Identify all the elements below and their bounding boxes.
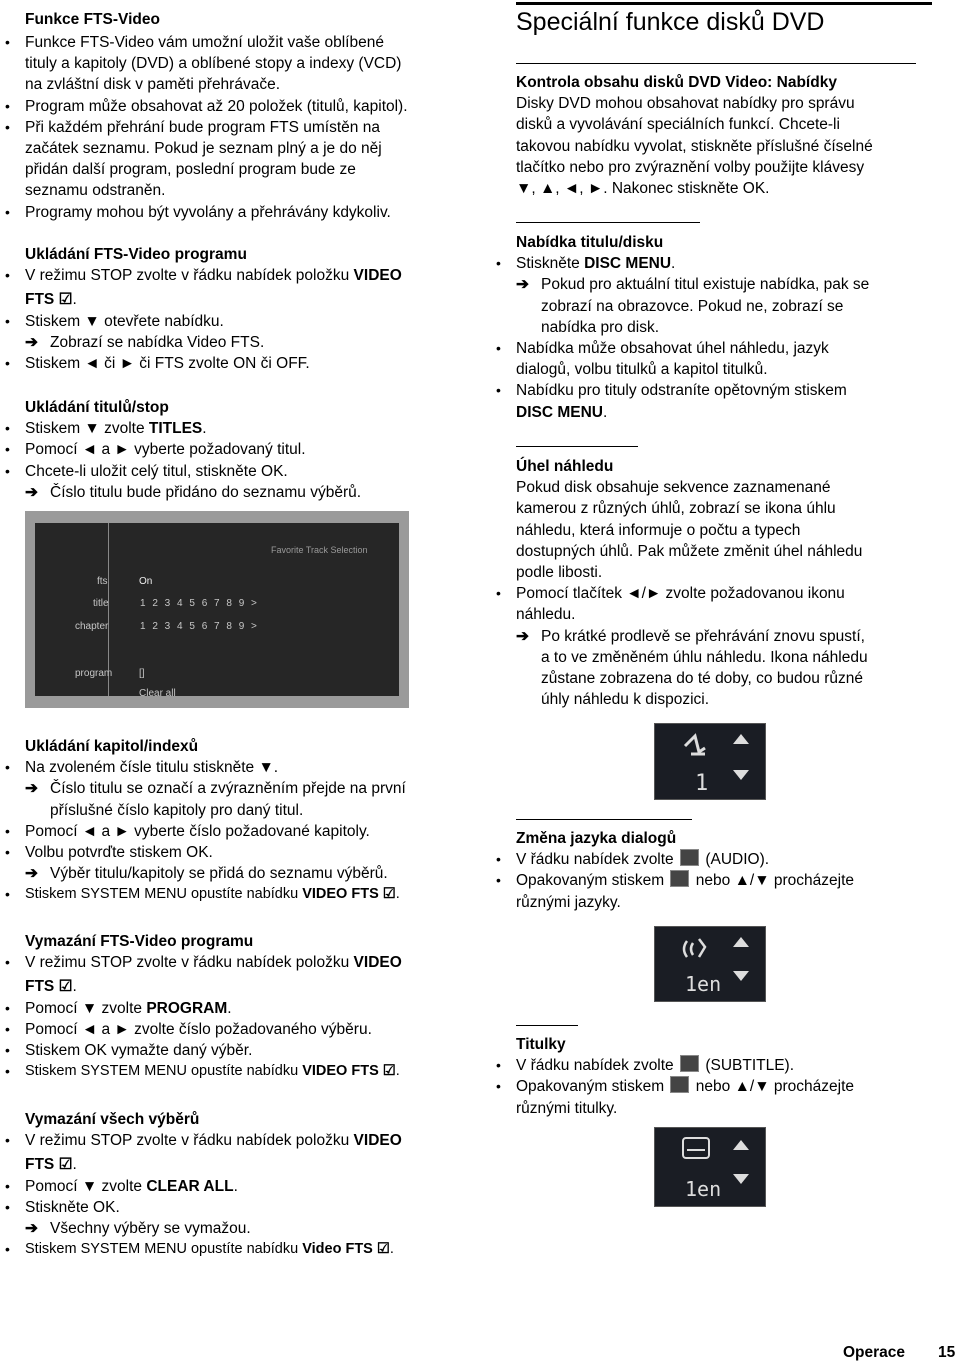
text: Opakovaným stiskem (516, 872, 665, 890)
result-item-cont: úhly náhledu k dispozici. (541, 691, 710, 709)
text: . (227, 999, 232, 1017)
list-item: • Na zvoleném čísle titulu stiskněte ▼. (25, 757, 406, 778)
audio-value: 1en (685, 972, 722, 996)
list-item: začátek seznamu. Pokud je seznam plný a je do něj (25, 140, 382, 158)
list-item: • Pomocí ◄ a ► zvolte číslo požadovaného výběru. (25, 1019, 402, 1040)
chapter-label: chapter (75, 621, 109, 632)
list-item (25, 265, 402, 286)
list-item (516, 402, 869, 423)
result-item-cont: nabídka pro disk. (541, 318, 660, 336)
list-item: • Stiskem ▼ otevřete nabídku. (25, 311, 402, 332)
section-heading: Titulky (516, 1036, 566, 1053)
list-item: • Program může obsahovat až 20 položek (titulů, kapitol). (25, 96, 408, 117)
list-item: • Chcete-li uložit celý titul, stiskněte OK. (25, 461, 361, 482)
list-item (516, 1076, 854, 1097)
list-item: • Volbu potvrďte stiskem OK. (25, 842, 406, 863)
text: . (671, 255, 676, 273)
list-item (516, 1055, 854, 1076)
result-item (25, 1218, 402, 1239)
subtitle-value: 1en (685, 1177, 722, 1201)
text: Výběr titulu/kapitoly se přidá do seznamu výběrů. (50, 865, 388, 883)
arrow-right-icon: ➔ (25, 780, 38, 798)
text: Číslo titulu se označí a zvýrazněním přejde na první (50, 780, 406, 798)
list-item (25, 1176, 402, 1197)
list-item: seznamu odstraněn. (25, 182, 166, 200)
clear-all-item: Clear all (139, 688, 176, 699)
text: Pomocí ▼ zvolte (25, 999, 147, 1017)
text: FTS ☑ (25, 291, 73, 309)
text: . (72, 291, 77, 309)
section-heading: Úhel náhledu (516, 458, 614, 475)
text: Číslo titulu bude přidáno do seznamu výběrů. (50, 483, 362, 501)
text-line: disků a vyvolávání speciálních funkcí. Chcete-li (516, 116, 840, 134)
list-item (516, 253, 869, 274)
list-item: • Pomocí ◄ a ► vyberte požadovaný titul. (25, 439, 361, 460)
subtitle-section (516, 1034, 854, 1119)
down-arrow-icon (733, 1174, 749, 1184)
list-item: náhledu. (516, 606, 576, 624)
section-heading: Změna jazyka dialogů (516, 830, 677, 847)
text-line: tlačítko nebo pro zvýraznění volby použijte klávesy (516, 158, 865, 176)
arrow-right-icon: ➔ (25, 865, 38, 883)
text: Pomocí ▼ zvolte (25, 1177, 147, 1195)
result-item-cont: a to ve změněném úhlu náhledu. Ikona náhledu (541, 648, 868, 666)
text: Stiskem SYSTEM MENU opustíte nabídku (25, 1063, 303, 1080)
subtitle-icon (680, 1055, 699, 1072)
text: Po krátké prodlevě se přehrávání znovu spustí, (541, 627, 865, 645)
program-value: [] (139, 668, 145, 679)
audio-icon (680, 849, 699, 866)
text: Stiskněte (516, 255, 585, 273)
text-line: podle libosti. (516, 564, 603, 582)
text: VIDEO (353, 267, 402, 285)
text: nebo ▲/▼ procházejte (695, 1078, 855, 1096)
list-item (25, 1239, 402, 1260)
down-arrow-icon (733, 770, 749, 780)
text: . (395, 1063, 400, 1080)
list-item (25, 1154, 402, 1175)
text: V režimu STOP zvolte v řádku nabídek položku (25, 1132, 354, 1150)
rule (516, 63, 916, 64)
text: . (72, 1156, 77, 1174)
list-item (25, 998, 402, 1019)
list-item: různými titulky. (516, 1099, 618, 1117)
fts-menu-screen (35, 523, 399, 699)
text: VIDEO FTS ☑ (302, 886, 396, 903)
text-line: kamerou z různých úhlů, zobrazí se ikona úhlu (516, 500, 836, 518)
up-arrow-icon (733, 937, 749, 947)
fts-label: fts (97, 576, 108, 587)
list-item: • Stiskem OK vymažte daný výběr. (25, 1040, 402, 1061)
list-item (25, 289, 402, 310)
text-line: dostupných úhlů. Pak můžete změnit úhel náhledu (516, 542, 863, 560)
text: Opakovaným stiskem (516, 1078, 665, 1096)
subtitle-osd-graphic (655, 1128, 765, 1206)
text: Pokud pro aktuální titul existuje nabídka, pak se (541, 276, 870, 294)
fts-value: On (139, 576, 153, 587)
subtitle-screen-icon (683, 1138, 709, 1158)
rule (516, 1025, 578, 1026)
text: V řádku nabídek zvolte (516, 1057, 674, 1075)
disc-menu-section (516, 232, 869, 423)
text: . (395, 886, 400, 903)
result-item (25, 863, 406, 884)
text: . (389, 1241, 394, 1258)
list-item (25, 884, 406, 905)
text: Stiskem SYSTEM MENU opustíte nabídku (25, 886, 303, 903)
section-heading: Ukládání kapitol/indexů (25, 738, 199, 755)
arrow-right-icon: ➔ (25, 1220, 38, 1238)
list-item: • Nabídka může obsahovat úhel náhledu, jazyk (516, 338, 869, 359)
result-item (516, 274, 869, 295)
title-numbers: 1 2 3 4 5 6 7 8 9 > (140, 598, 259, 609)
rule (516, 222, 700, 223)
rule (516, 446, 638, 447)
text: Všechny výběry se vymažou. (50, 1220, 251, 1238)
text: . (202, 420, 207, 438)
list-item: • Programy mohou být vyvolány a přehrávány kdykoliv. (25, 202, 408, 223)
text: TITLES (148, 420, 203, 438)
section-heading: Ukládání titulů/stop (25, 399, 169, 416)
list-item (25, 418, 361, 439)
text: . (233, 1177, 238, 1195)
section-heading: Vymazání všech výběrů (25, 1111, 200, 1128)
text: VIDEO (353, 1132, 402, 1150)
delete-program-section (25, 931, 402, 1082)
text: PROGRAM (146, 999, 228, 1017)
audio-icon (670, 870, 689, 887)
fts-menu-screenshot (25, 511, 409, 708)
section-heading: Nabídka titulu/disku (516, 234, 664, 251)
angle-osd (654, 723, 766, 800)
text: . (602, 403, 608, 421)
up-arrow-icon (733, 734, 749, 744)
text: V režimu STOP zvolte v řádku nabídek položku (25, 954, 354, 972)
list-item (25, 952, 402, 973)
angle-osd-graphic (655, 724, 765, 799)
text: FTS ☑ (25, 1156, 73, 1174)
result-item (25, 778, 406, 799)
section-heading: Ukládání FTS-Video programu (25, 246, 247, 263)
list-item: dialogů, volbu titulků a kapitol titulků. (516, 361, 768, 379)
arrow-right-icon: ➔ (516, 276, 529, 294)
text-line: ▼, ▲, ◄, ►. Nakonec stiskněte OK. (516, 180, 770, 198)
fts-video-section (25, 9, 160, 30)
text: VIDEO FTS ☑ (302, 1063, 396, 1080)
text-line: takovou nabídku vyvolat, stiskněte příslušné číselné (516, 137, 873, 155)
text: (SUBTITLE). (705, 1057, 795, 1075)
program-label: program (75, 668, 113, 679)
list-item: různými jazyky. (516, 893, 621, 911)
text: CLEAR ALL (146, 1177, 234, 1195)
page-title: Speciální funkce disků DVD (516, 8, 825, 36)
list-item: • Funkce FTS-Video vám umožní uložit vaše oblíbené (25, 32, 408, 53)
list-item: • Při každém přehrání bude program FTS umístěn na (25, 117, 408, 138)
audio-section (516, 828, 854, 913)
text: FTS ☑ (25, 978, 73, 996)
title-label: title (93, 598, 109, 609)
text: nebo ▲/▼ procházejte (695, 872, 855, 890)
subtitle-icon (670, 1076, 689, 1093)
save-chapters-section (25, 736, 406, 906)
text-line: Disky DVD mohou obsahovat nabídky pro správu (516, 95, 855, 113)
result-item-cont: zobrazí na obrazovce. Pokud ne, zobrazí se (541, 297, 844, 315)
audio-osd-graphic (655, 927, 765, 1001)
save-titles-section (25, 397, 361, 503)
text: V řádku nabídek zvolte (516, 851, 674, 869)
list-item: na zvláštní disk v paměti přehrávače. (25, 76, 281, 94)
section-heading: Funkce FTS-Video (25, 11, 160, 28)
angle-value: 1 (695, 771, 709, 796)
result-item-cont: příslušné číslo kapitoly pro daný titul. (50, 801, 304, 819)
text: V režimu STOP zvolte v řádku nabídek položku (25, 267, 354, 285)
list-item: • Pomocí tlačítek ◄/► zvolte požadovanou ikonu (516, 583, 868, 604)
text: Stiskem SYSTEM MENU opustíte nabídku (25, 1241, 303, 1258)
arrow-right-icon: ➔ (25, 483, 38, 501)
result-item-cont: zůstane zobrazena do té doby, co budou různé (541, 670, 863, 688)
text: (AUDIO). (705, 851, 770, 869)
list-item: • Stiskem ◄ či ► či FTS zvolte ON či OFF. (25, 353, 402, 374)
list-item (25, 976, 402, 997)
fts-intro-list (25, 32, 408, 223)
list-item: • Pomocí ◄ a ► vyberte číslo požadované kapitoly. (25, 821, 406, 842)
section-heading: Kontrola obsahu disků DVD Video: Nabídky (516, 74, 837, 91)
footer-section: Operace (843, 1344, 906, 1361)
speech-icon (684, 939, 705, 957)
text: Zobrazí se nabídka Video FTS. (50, 333, 265, 351)
text-line: Pokud disk obsahuje sekvence zaznamenané (516, 479, 831, 497)
result-item (516, 626, 868, 647)
result-item (25, 332, 402, 353)
text-line: náhledu, která informuje o počtu a typech (516, 521, 801, 539)
dvd-menus-section (516, 72, 873, 199)
text: DISC MENU (516, 403, 603, 421)
list-item (516, 870, 854, 891)
subtitle-osd (654, 1127, 766, 1207)
arrow-right-icon: ➔ (516, 627, 529, 645)
result-item (25, 482, 361, 503)
arrow-right-icon: ➔ (25, 333, 38, 351)
list-item (516, 849, 854, 870)
audio-osd (654, 926, 766, 1002)
top-rule (516, 2, 932, 5)
menu-title: Favorite Track Selection (271, 545, 368, 555)
list-item: přidán další program, poslední program bude ze (25, 161, 356, 179)
list-item (25, 1061, 402, 1082)
text: VIDEO (353, 954, 402, 972)
text: DISC MENU (584, 255, 672, 273)
save-program-section (25, 244, 402, 374)
camera-angle-icon (685, 736, 705, 754)
text: Stiskem ▼ zvolte (25, 420, 149, 438)
delete-all-section (25, 1109, 402, 1260)
list-item: tituly a kapitoly (DVD) a oblíbené stopy a indexy (VCD) (25, 55, 402, 73)
chapter-numbers: 1 2 3 4 5 6 7 8 9 > (140, 621, 259, 632)
down-arrow-icon (733, 971, 749, 981)
list-item: • Stiskněte OK. (25, 1197, 402, 1218)
list-item: • Nabídku pro tituly odstraníte opětovným stiskem (516, 380, 869, 401)
list-item (25, 1130, 402, 1151)
text: Video FTS ☑ (302, 1241, 390, 1258)
text: . (72, 978, 77, 996)
up-arrow-icon (733, 1140, 749, 1150)
section-heading: Vymazání FTS-Video programu (25, 933, 254, 950)
page-number: 15 (938, 1344, 956, 1361)
angle-section (516, 456, 868, 710)
rule (516, 819, 692, 820)
